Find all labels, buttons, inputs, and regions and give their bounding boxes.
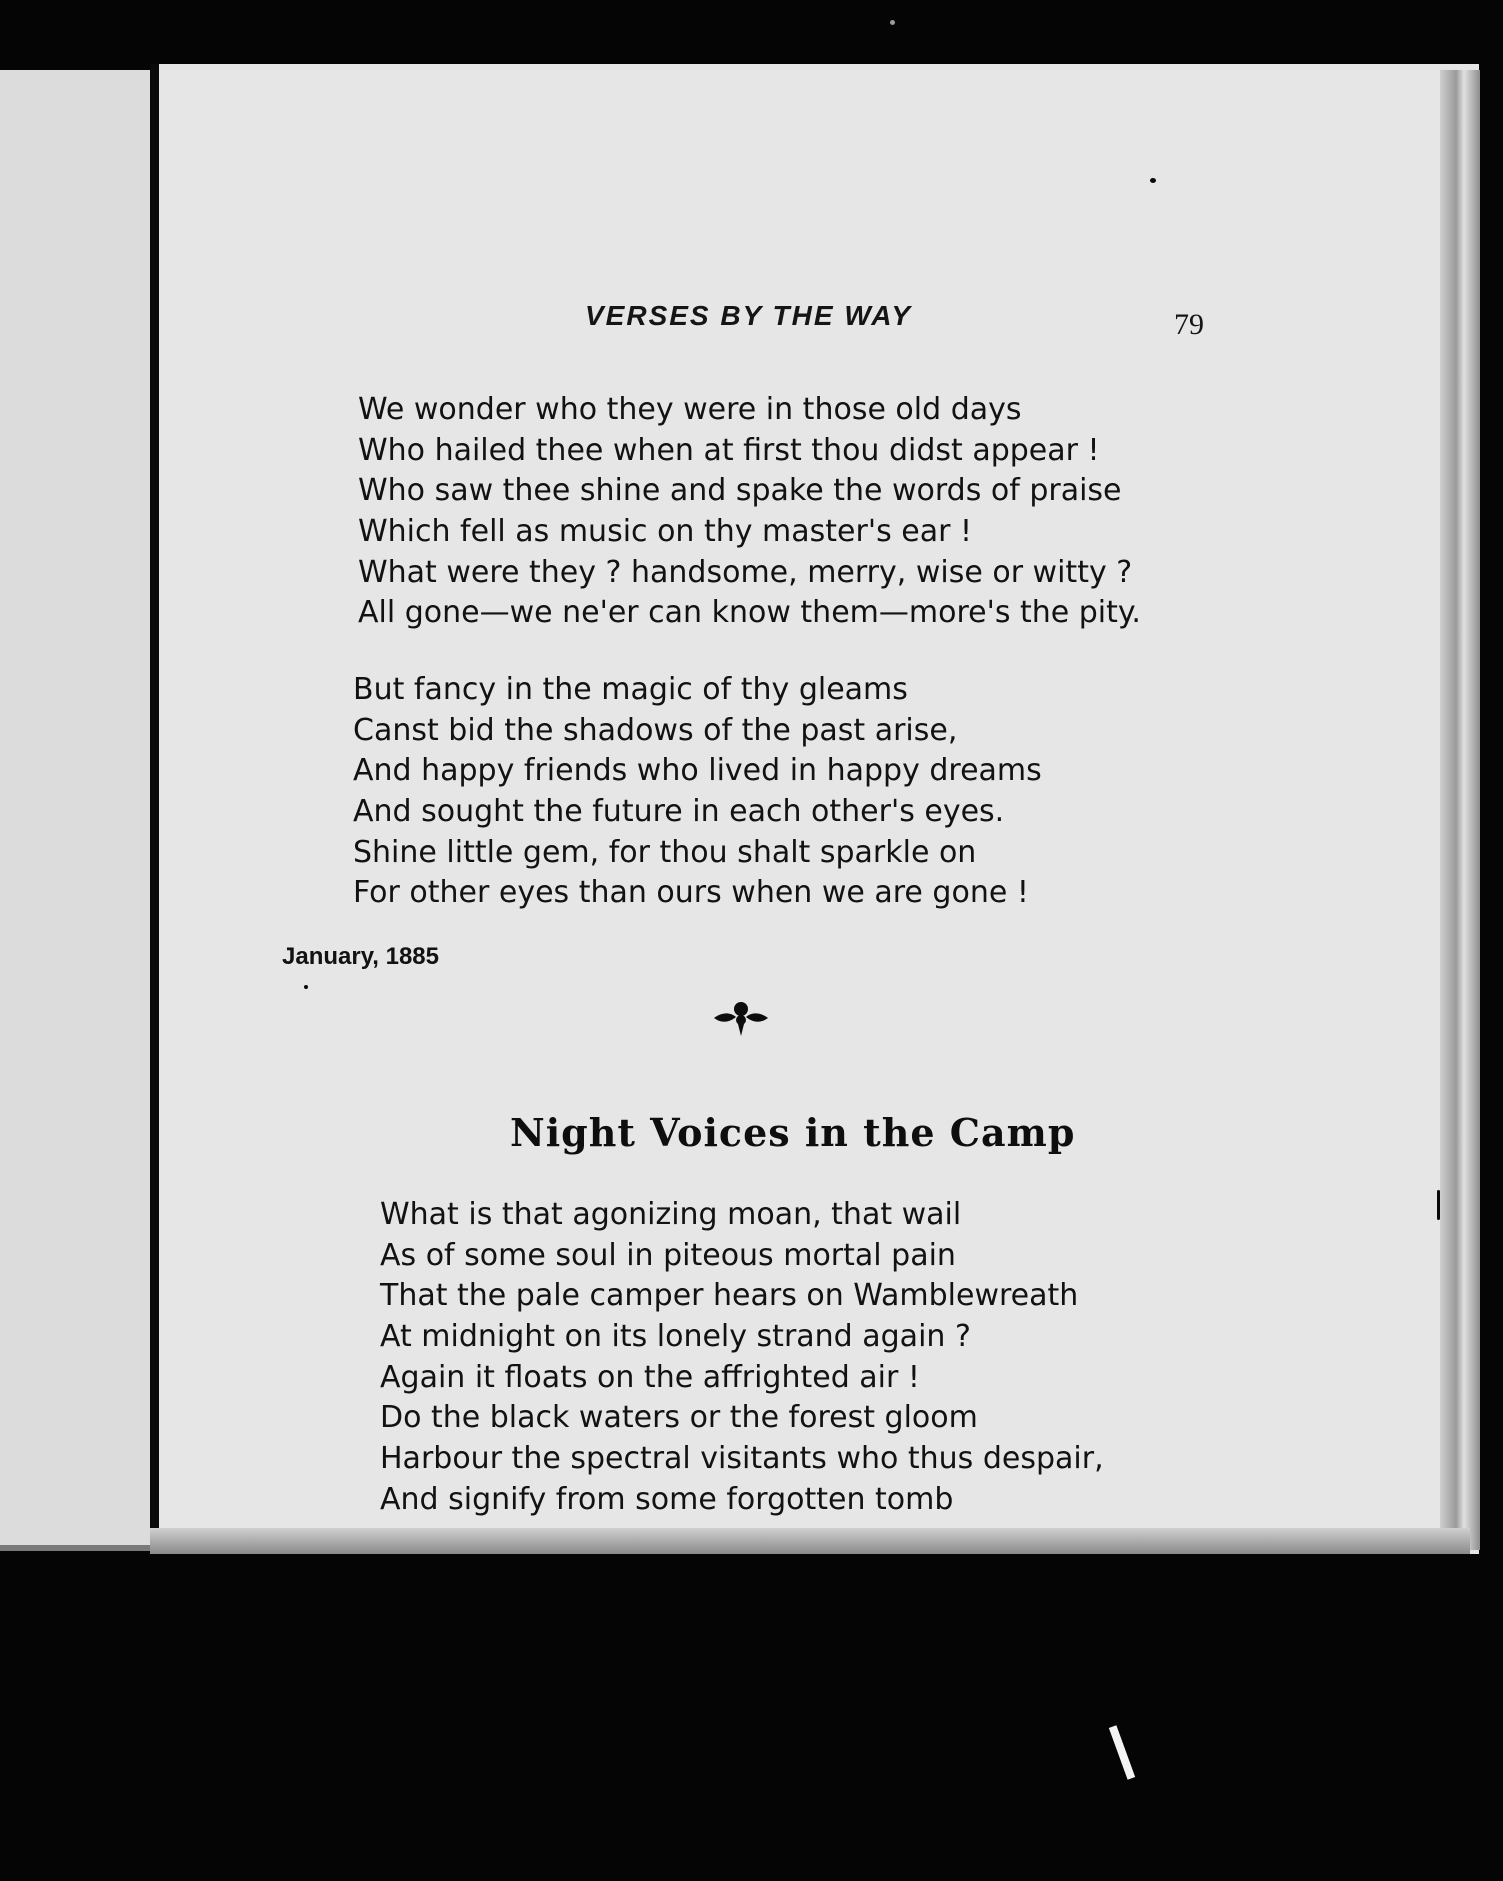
- left-page-bottom-edge: [0, 1545, 150, 1551]
- verse-line: Who hailed thee when at first thou didst appear !: [358, 432, 1100, 468]
- verse-line: That the pale camper hears on Wamblewreath: [380, 1278, 1079, 1314]
- scan-scratch: [1109, 1725, 1135, 1779]
- poem-date: January, 1885: [282, 943, 439, 970]
- scan-speck: [1437, 1190, 1440, 1220]
- verse-line: Who saw thee shine and spake the words of praise: [358, 473, 1122, 509]
- verse-line: What were they ? handsome, merry, wise or witty ?: [358, 554, 1133, 590]
- left-page-edge: [0, 70, 150, 1550]
- poem-1-stanza-2: [353, 670, 1042, 914]
- scan-speck: [890, 20, 895, 25]
- verse-line: Canst bid the shadows of the past arise,: [353, 712, 958, 748]
- running-head: VERSES BY THE WAY: [585, 300, 913, 331]
- verse-line: Do the black waters or the forest gloom: [380, 1400, 978, 1436]
- verse-line: Shine little gem, for thou shalt sparkle on: [353, 834, 977, 870]
- verse-line: And happy friends who lived in happy dreams: [353, 753, 1042, 789]
- verse-line: We wonder who they were in those old days: [358, 392, 1022, 427]
- verse-line: And sought the future in each other's eyes.: [353, 794, 1005, 830]
- verse-line: And signify from some forgotten tomb: [380, 1481, 954, 1517]
- verse-line: But fancy in the magic of thy gleams: [353, 672, 908, 707]
- verse-line: What is that agonizing moan, that wail: [380, 1197, 962, 1232]
- verse-line: At midnight on its lonely strand again ?: [380, 1319, 971, 1355]
- scan-speck: [1150, 178, 1156, 183]
- scan-speck: [304, 985, 308, 989]
- verse-line: For other eyes than ours when we are gone !: [353, 875, 1029, 911]
- fleuron-ornament-icon: [712, 1000, 770, 1038]
- poem-2-title: Night Voices in the Camp: [510, 1110, 1076, 1155]
- page-number: 79: [1174, 308, 1204, 341]
- verse-line: Again it floats on the affrighted air !: [380, 1359, 920, 1395]
- verse-line: Which fell as music on thy master's ear !: [358, 514, 972, 550]
- verse-line: All gone—we ne'er can know them—more's the pity.: [358, 595, 1141, 631]
- page-fore-edge: [1440, 70, 1480, 1550]
- verse-line: Harbour the spectral visitants who thus despair,: [380, 1441, 1104, 1477]
- poem-2-stanza: [380, 1195, 1104, 1521]
- poem-1-stanza-1: [358, 390, 1141, 634]
- page-bottom-shadow: [150, 1528, 1470, 1554]
- verse-line: As of some soul in piteous mortal pain: [380, 1237, 956, 1273]
